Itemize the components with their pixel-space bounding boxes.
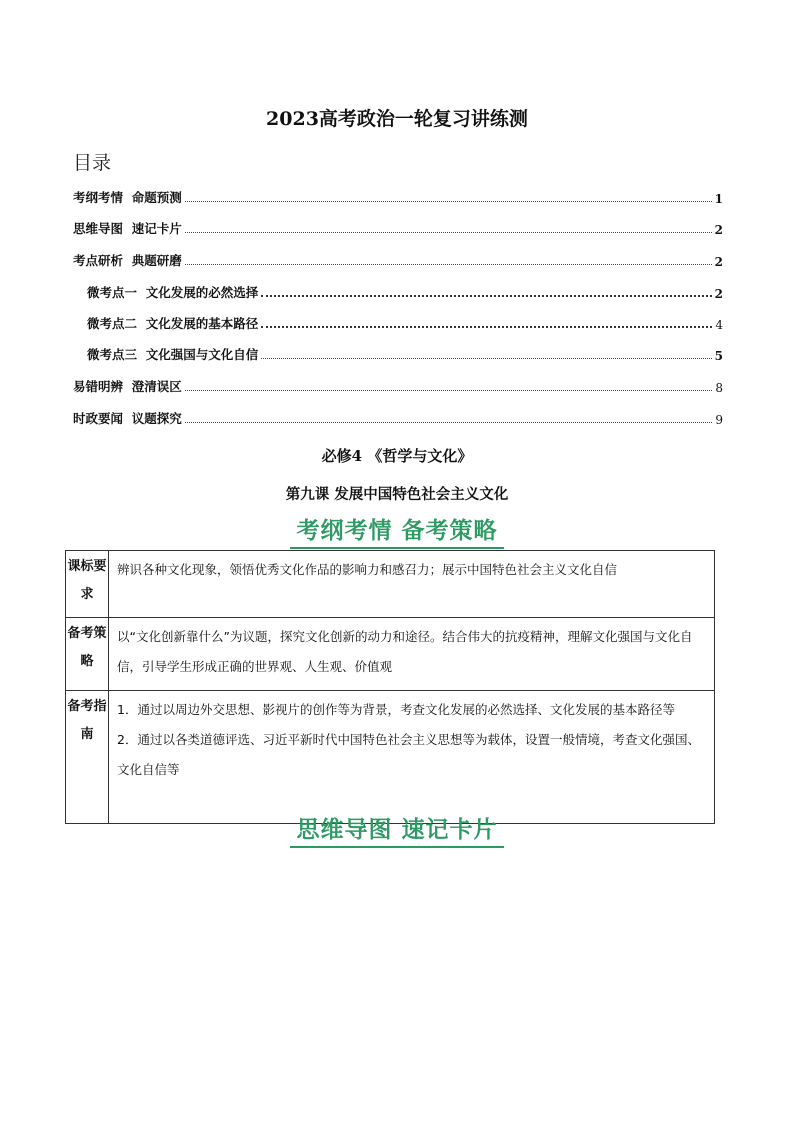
toc-entry-page: 5 <box>714 349 723 363</box>
toc-leader-dots <box>185 264 712 265</box>
toc-leader-dots <box>261 295 711 297</box>
toc-entry[interactable] <box>73 217 723 237</box>
toc-entry-page: 9 <box>715 413 723 427</box>
toc-entry-page: 4 <box>715 318 723 332</box>
toc-entry-label: 考点研析 典题研磨 <box>73 253 182 268</box>
toc-entry-page: 1 <box>714 192 723 206</box>
toc-entry[interactable] <box>73 375 723 395</box>
toc-entry[interactable] <box>87 281 723 301</box>
toc-heading: 目录 <box>73 152 112 174</box>
toc-entry-label: 微考点三 文化强国与文化自信 <box>87 347 259 362</box>
toc-leader-dots <box>185 390 713 391</box>
exam-guidance-table <box>65 550 715 824</box>
toc-entry[interactable] <box>87 312 723 332</box>
toc-leader-dots <box>185 232 712 233</box>
section-banner-exam-outline <box>0 512 794 549</box>
toc-entry-label: 微考点二 文化发展的基本路径 <box>87 316 259 331</box>
table-row <box>66 618 715 691</box>
section-banner-label: 思维导图 速记卡片 <box>290 811 503 848</box>
toc-leader-dots <box>185 422 713 423</box>
row-content <box>109 618 715 691</box>
toc-entry-label: 考纲考情 命题预测 <box>73 190 182 205</box>
toc-entry-label: 微考点一 文化发展的必然选择 <box>87 285 259 300</box>
row-content <box>109 691 715 824</box>
toc-entry[interactable] <box>73 186 723 206</box>
document-title: 2023高考政治一轮复习讲练测 <box>266 108 528 130</box>
section-banner-mind-map <box>0 811 794 848</box>
row-header: 备考策略 <box>66 618 109 691</box>
toc-leader-dots <box>261 358 711 359</box>
toc-entry-page: 2 <box>714 255 723 269</box>
section-banner-label: 考纲考情 备考策略 <box>290 512 503 549</box>
row-content <box>109 551 715 618</box>
table-row <box>66 551 715 618</box>
toc-entry-page: 2 <box>714 287 723 301</box>
toc-entry-page: 2 <box>714 223 723 237</box>
row-content-line: 辨识各种文化现象，领悟优秀文化作品的影响力和感召力；展示中国特色社会主义文化自信 <box>117 562 618 577</box>
toc-entry[interactable] <box>73 407 723 427</box>
toc-entry[interactable] <box>87 343 723 363</box>
row-header: 课标要求 <box>66 551 109 618</box>
table-row <box>66 691 715 824</box>
toc-entry-label: 思维导图 速记卡片 <box>73 221 182 236</box>
toc-leader-dots <box>185 201 712 202</box>
row-content-line: 2．通过以各类道德评选、习近平新时代中国特色社会主义思想等为载体，设置一般情境，考查文化强国、文化自信等 <box>117 732 700 777</box>
lesson-title: 第九课 发展中国特色社会主义文化 <box>285 486 509 503</box>
row-content-line: 1．通过以周边外交思想、影视片的创作等为背景，考查文化发展的必然选择、文化发展的基本路径等 <box>117 702 675 717</box>
toc-entry-label: 时政要闻 议题探究 <box>73 411 182 426</box>
book-title: 必修4 《哲学与文化》 <box>321 447 473 465</box>
toc-entry-page: 8 <box>715 381 723 395</box>
row-content-line: 以“文化创新靠什么”为议题，探究文化创新的动力和途径。结合伟大的抗疫精神，理解文化强国与文化自信，引导学生形成正确的世界观、人生观、价值观 <box>117 629 693 674</box>
toc-leader-dots <box>261 326 712 328</box>
toc-entry[interactable] <box>73 249 723 269</box>
row-header: 备考指南 <box>66 691 109 824</box>
toc-entry-label: 易错明辨 澄清误区 <box>73 379 182 394</box>
